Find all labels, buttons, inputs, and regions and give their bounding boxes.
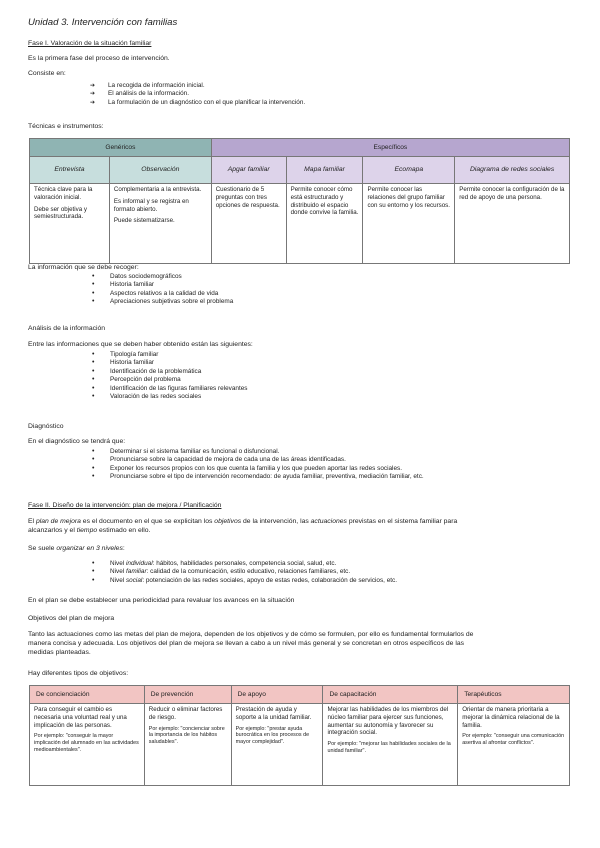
diagnostico-list (92, 448, 424, 482)
objetivos-paragraph: Tanto las actuaciones como las metas del plan de mejora, dependen de los objetivos y de cómo se formulen, por ello es fundamental formularlos de manera concisa y adecuada. Los objetivos del plan de mejora se llevan a cabo a un nivel más general y se concretan en otros específicos de las medidas planteadas. (28, 631, 474, 656)
analisis-heading: Análisis de la información (28, 325, 106, 332)
col-apgar: Apgar familiar (211, 157, 286, 184)
consiste-list (90, 82, 305, 107)
list-item: • Nivel familiar: calidad de la comunicación, estilo educativo, relaciones familiares, etc. (92, 568, 397, 576)
col-diagrama: Diagrama de redes sociales (455, 157, 570, 184)
header-prevencion: De prevención (144, 686, 231, 704)
table-cell: Complementaria a la entrevista. Es informal y se registra en formato abierto. Puede sistematizarse. (109, 184, 211, 264)
diagnostico-intro: En el diagnóstico se tendrá que: (28, 438, 126, 445)
niveles-intro: Se suele organizar en 3 niveles: (28, 545, 125, 552)
table-cell: Mejorar las habilidades de los miembros del núcleo familiar para ejercer sus funciones, aumentar su autonomía y favorecer su integración social. Por ejemplo: "mejorar las habilidades sociales de la unidad familiar". (323, 704, 458, 786)
list-item: • Nivel social: potenciación de las redes sociales, apoyo de estas redes, colaboración de servicios, etc. (92, 577, 397, 585)
table-cell: Permite conocer cómo está estructurado y distribuido el espacio donde convive la familia. (286, 184, 363, 264)
list-item: • Aspectos relativos a la calidad de vida (92, 290, 233, 298)
fase1-intro: Es la primera fase del proceso de intervención. (28, 55, 170, 62)
list-item: • Pronunciarse sobre el tipo de intervención recomendado: de ayuda familiar, preventiva, mediación familiar, etc. (92, 473, 424, 481)
col-entrevista: Entrevista (30, 157, 110, 184)
list-item: ➔ El análisis de la información. (90, 90, 305, 98)
objetivos-heading: Objetivos del plan de mejora (28, 615, 115, 622)
list-item: • Datos sociodemográficos (92, 273, 233, 281)
tipos-label: Hay diferentes tipos de objetivos: (28, 670, 129, 677)
info-label: La información que se debe recoger: (28, 264, 139, 271)
niveles-list (92, 560, 397, 585)
objectives-table (29, 685, 570, 786)
header-concienciacion: De concienciación (30, 686, 145, 704)
group-specific: Específicos (211, 139, 569, 157)
list-item: • Identificación de la problemática (92, 368, 247, 376)
col-ecomapa: Ecomapa (363, 157, 455, 184)
fase2-heading: Fase II. Diseño de la intervención: plan de mejora / Planificación (28, 502, 222, 509)
list-item: • Nivel individual: hábitos, habilidades personales, competencia social, salud, etc. (92, 560, 397, 568)
table-cell: Prestación de ayuda y soporte a la unidad familiar. Por ejemplo: "prestar ayuda burocrática en los procesos de mayor complejidad". (231, 704, 323, 786)
list-item: ➔ La recogida de información inicial. (90, 82, 305, 90)
col-mapa: Mapa familiar (286, 157, 363, 184)
table-cell: Orientar de manera prioritaria a mejorar la dinámica relacional de la familia. Por ejemplo: "conseguir una comunicación asertiva al afrontar conflictos". (458, 704, 570, 786)
periodicidad-text: En el plan se debe establecer una periodicidad para revaluar los avances en la situación (28, 597, 295, 604)
group-generic: Genéricos (30, 139, 212, 157)
list-item: • Historia familiar (92, 281, 233, 289)
list-item: • Apreciaciones subjetivas sobre el problema (92, 298, 233, 306)
tecnicas-label: Técnicas e instrumentos: (28, 123, 104, 130)
info-list (92, 273, 233, 307)
table-cell: Técnica clave para la valoración inicial. Debe ser objetiva y semiestructurada. (30, 184, 110, 264)
list-item: • Determinar si el sistema familiar es funcional o disfuncional. (92, 448, 424, 456)
analisis-intro: Entre las informaciones que se deben haber obtenido están las siguientes: (28, 341, 253, 348)
table-cell: Cuestionario de 5 preguntas con tres opciones de respuesta. (211, 184, 286, 264)
table-cell: Permite conocer las relaciones del grupo familiar con su entorno y los recursos. (363, 184, 455, 264)
list-item: • Tipología familiar (92, 351, 247, 359)
header-terapeuticos: Terapéuticos (458, 686, 570, 704)
header-apoyo: De apoyo (231, 686, 323, 704)
techniques-table (29, 138, 570, 264)
table-cell: Permite conocer la configuración de la red de apoyo de una persona. (455, 184, 570, 264)
list-item: • Historia familiar (92, 359, 247, 367)
list-item: • Percepción del problema (92, 376, 247, 384)
table-cell: Reducir o eliminar factores de riesgo. Por ejemplo: "concienciar sobre la importancia de los hábitos saludables". (144, 704, 231, 786)
col-observacion: Observación (109, 157, 211, 184)
plan-paragraph: El plan de mejora es el documento en el que se explicitan los objetivos de la intervención, las actuaciones previstas en el sistema familiar para alcanzarlos y el tiempo estimado en ello. (28, 518, 458, 534)
analisis-list (92, 351, 247, 401)
diagnostico-heading: Diagnóstico (28, 423, 64, 430)
list-item: • Exponer los recursos propios con los que cuenta la familia y los que pueden aportar las redes sociales. (92, 465, 424, 473)
list-item: • Valoración de las redes sociales (92, 393, 247, 401)
header-capacitacion: De capacitación (323, 686, 458, 704)
fase1-heading: Fase I. Valoración de la situación familiar (28, 40, 152, 47)
list-item: • Identificación de las figuras familiares relevantes (92, 385, 247, 393)
list-item: ➔ La formulación de un diagnóstico con el que planificar la intervención. (90, 99, 305, 107)
table-cell: Para conseguir el cambio es necesaria una voluntad real y una implicación de las personas. Por ejemplo: "conseguir la mayor implicación del alumnado en las actividades medioambientales". (30, 704, 145, 786)
consiste-label: Consiste en: (28, 70, 66, 77)
page-title: Unidad 3. Intervención con familias (28, 17, 178, 28)
list-item: • Pronunciarse sobre la capacidad de mejora de cada una de las áreas identificadas. (92, 456, 424, 464)
